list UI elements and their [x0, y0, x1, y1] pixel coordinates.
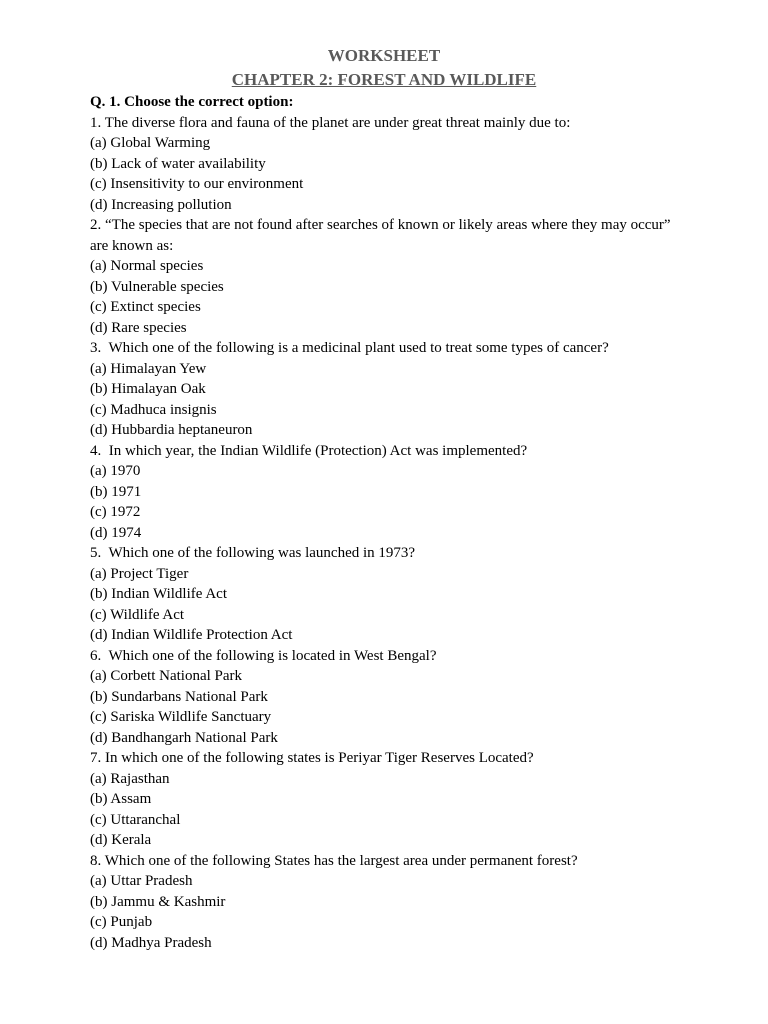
worksheet-title: WORKSHEET: [327, 46, 441, 65]
question-text: 2. “The species that are not found after searches of known or likely areas where they may occur” are known as:: [90, 217, 675, 254]
question-block: [90, 646, 690, 749]
question-block: [90, 215, 690, 338]
question-block: [90, 851, 690, 954]
question-block: [90, 338, 690, 441]
answer-option: (b) Vulnerable species: [90, 278, 224, 295]
question-block: [90, 748, 690, 851]
answer-option: (a) Corbett National Park: [90, 668, 243, 684]
answer-option: (b) Assam: [90, 791, 152, 807]
answer-option: (b) Sundarbans National Park: [90, 688, 268, 705]
answer-option: (c) 1972: [90, 504, 141, 520]
answer-option: (c) Madhuca insignis: [90, 401, 217, 418]
question-text: 6. Which one of the following is located in West Bengal?: [90, 647, 437, 664]
answer-option: (c) Extinct species: [90, 299, 201, 315]
answer-option: (d) 1974: [90, 524, 142, 541]
answer-option: (b) Indian Wildlife Act: [90, 586, 227, 602]
answer-option: (c) Wildlife Act: [90, 606, 185, 623]
question-text: 1. The diverse flora and fauna of the planet are under great threat mainly due to:: [90, 114, 571, 131]
answer-option: (d) Hubbardia heptaneuron: [90, 422, 253, 438]
answer-option: (c) Punjab: [90, 914, 153, 930]
answer-option: (d) Rare species: [90, 319, 187, 336]
question-block: [90, 441, 690, 544]
question-text: 4. In which year, the Indian Wildlife (Protection) Act was implemented?: [90, 442, 528, 459]
answer-option: (a) Normal species: [90, 258, 204, 274]
answer-option: (d) Increasing pollution: [90, 196, 232, 213]
answer-option: (a) Global Warming: [90, 135, 211, 151]
question-text: 7. In which one of the following states is Periyar Tiger Reserves Located?: [90, 750, 534, 766]
answer-option: (a) 1970: [90, 463, 141, 479]
worksheet-page: [90, 44, 690, 953]
answer-option: (a) Project Tiger: [90, 565, 189, 582]
answer-option: (c) Insensitivity to our environment: [90, 176, 304, 192]
answer-option: (d) Indian Wildlife Protection Act: [90, 627, 293, 643]
answer-option: (d) Madhya Pradesh: [90, 934, 212, 951]
question-list: [90, 113, 690, 954]
answer-option: (a) Himalayan Yew: [90, 360, 207, 377]
question-text: 3. Which one of the following is a medicinal plant used to treat some types of cancer?: [90, 340, 609, 356]
section-heading: Q. 1. Choose the correct option:: [90, 94, 294, 110]
question-block: [90, 113, 690, 216]
answer-option: (b) 1971: [90, 483, 142, 500]
question-text: 8. Which one of the following States has the largest area under permanent forest?: [90, 852, 578, 869]
answer-option: (c) Uttaranchal: [90, 811, 181, 828]
answer-option: (d) Bandhangarh National Park: [90, 729, 278, 746]
answer-option: (a) Uttar Pradesh: [90, 873, 193, 889]
answer-option: (d) Kerala: [90, 832, 152, 848]
answer-option: (b) Jammu & Kashmir: [90, 893, 226, 910]
answer-option: (a) Rajasthan: [90, 770, 170, 787]
question-block: [90, 543, 690, 646]
answer-option: (c) Sariska Wildlife Sanctuary: [90, 709, 272, 725]
answer-option: (b) Himalayan Oak: [90, 381, 206, 397]
answer-option: (b) Lack of water availability: [90, 155, 266, 172]
question-text: 5. Which one of the following was launched in 1973?: [90, 545, 416, 561]
chapter-title: CHAPTER 2: FOREST AND WILDLIFE: [231, 70, 537, 89]
